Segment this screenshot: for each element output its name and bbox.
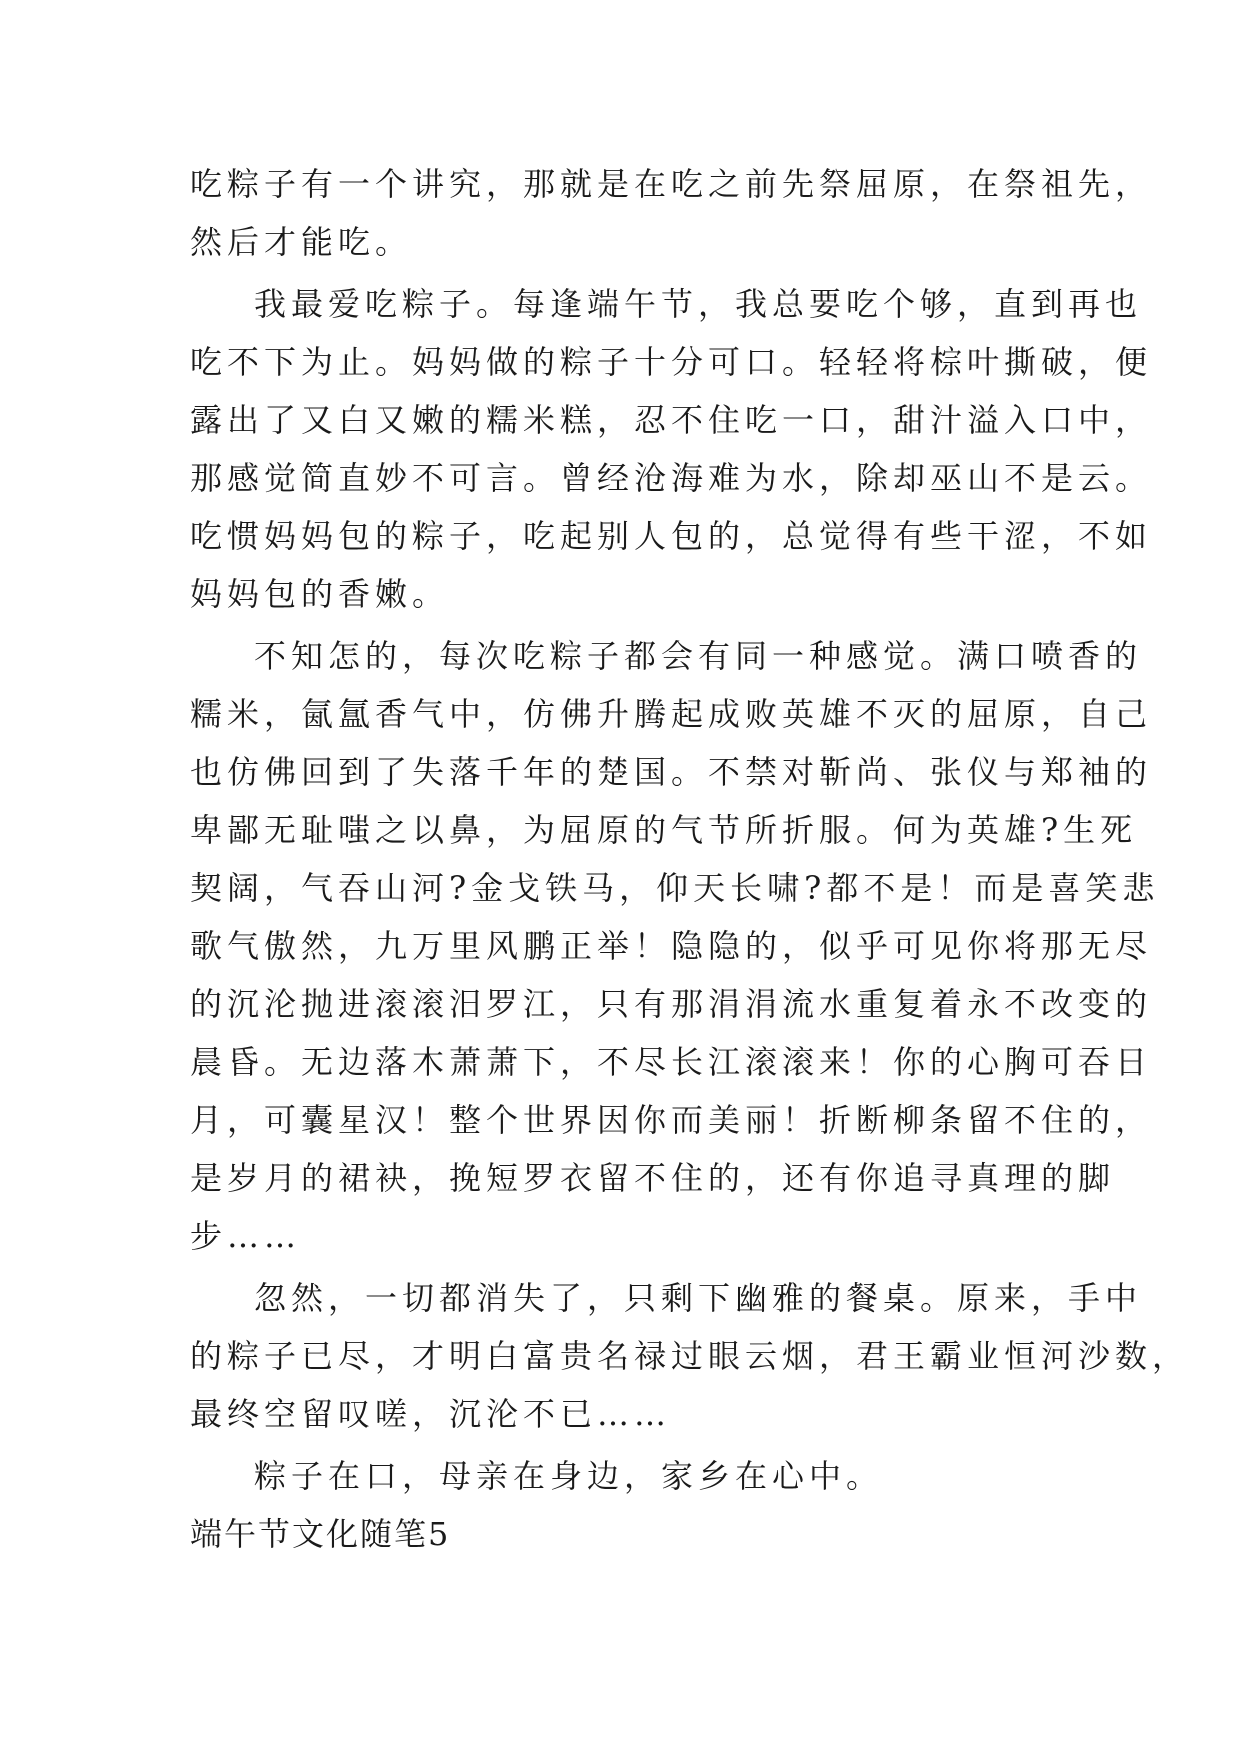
text-line: 忽然，一切都消失了，只剩下幽雅的餐桌。原来，手中 (254, 1279, 1143, 1317)
paragraph (190, 275, 1153, 623)
text-line: 妈妈包的香嫩。 (190, 575, 450, 613)
text-line: 吃惯妈妈包的粽子，吃起别人包的，总觉得有些干涩，不如 (190, 517, 1153, 555)
section-heading: 端午节文化随笔5 (190, 1515, 451, 1553)
text-line: 然后才能吃。 (190, 223, 413, 261)
text-line: 也仿佛回到了失落千年的楚国。不禁对靳尚、张仪与郑袖的 (190, 753, 1153, 791)
text-line: 不知怎的，每次吃粽子都会有同一种感觉。满口喷香的 (254, 637, 1143, 675)
text-line: 那感觉简直妙不可言。曾经沧海难为水，除却巫山不是云。 (190, 459, 1153, 497)
text-line: 月，可囊星汉！整个世界因你而美丽！折断柳条留不住的， (190, 1101, 1153, 1139)
text-line: 步…… (190, 1217, 302, 1255)
text-line: 契阔，气吞山河?金戈铁马，仰天长啸?都不是！而是喜笑悲 (190, 869, 1160, 907)
text-line: 的粽子已尽，才明白富贵名禄过眼云烟，君王霸业恒河沙数， (190, 1337, 1190, 1375)
text-line: 最终空留叹嗟，沉沦不已…… (190, 1395, 672, 1433)
document-body (190, 155, 1190, 1563)
text-line: 粽子在口，母亲在身边，家乡在心中。 (254, 1457, 884, 1495)
text-line: 露出了又白又嫩的糯米糕，忍不住吃一口，甜汁溢入口中， (190, 401, 1153, 439)
paragraph (190, 1269, 1190, 1443)
text-line: 我最爱吃粽子。每逢端午节，我总要吃个够，直到再也 (254, 285, 1143, 323)
text-line: 晨昏。无边落木萧萧下，不尽长江滚滚来！你的心胸可吞日 (190, 1043, 1153, 1081)
text-line: 歌气傲然，九万里风鹏正举！隐隐的，似乎可见你将那无尽 (190, 927, 1153, 965)
text-line: 卑鄙无耻嗤之以鼻，为屈原的气节所折服。何为英雄?生死 (190, 811, 1138, 849)
text-line: 是岁月的裙袂，挽短罗衣留不住的，还有你追寻真理的脚 (190, 1159, 1116, 1197)
text-line: 吃不下为止。妈妈做的粽子十分可口。轻轻将棕叶撕破，便 (190, 343, 1153, 381)
paragraph (190, 1447, 1060, 1505)
paragraph (190, 155, 1153, 271)
text-line: 吃粽子有一个讲究，那就是在吃之前先祭屈原，在祭祖先， (190, 165, 1153, 203)
text-line: 糯米，氤氲香气中，仿佛升腾起成败英雄不灭的屈原，自己 (190, 695, 1153, 733)
paragraph (190, 627, 1160, 1265)
text-line: 的沉沦抛进滚滚汨罗江，只有那涓涓流水重复着永不改变的 (190, 985, 1153, 1023)
